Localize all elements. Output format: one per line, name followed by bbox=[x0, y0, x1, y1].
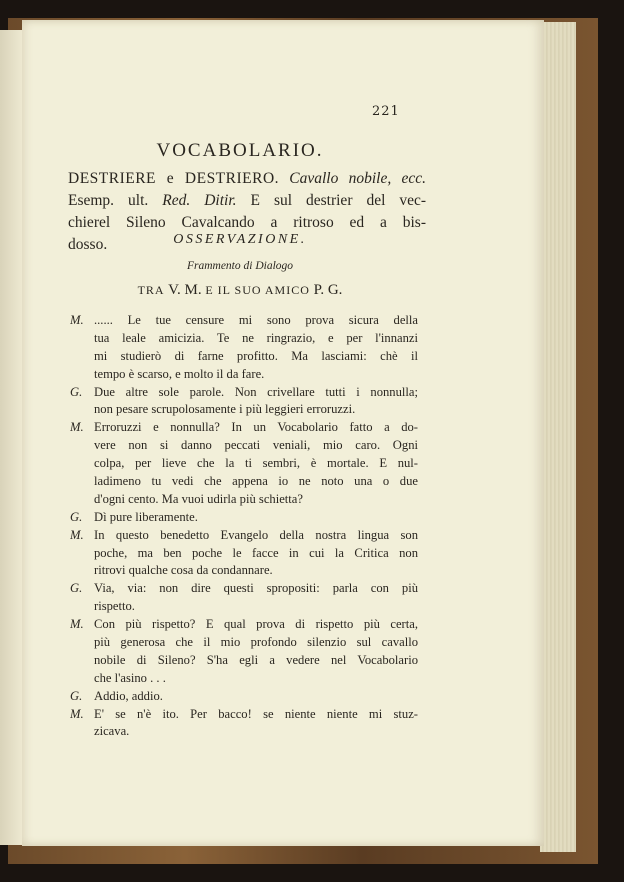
speaker-label: M. bbox=[70, 617, 84, 632]
dialogue-turn bbox=[70, 384, 418, 420]
dialogue-text: vere non si danno peccati veniali, mio caro. Ogni bbox=[94, 438, 418, 453]
dialogue-text: Dì pure liberamente. bbox=[94, 509, 198, 524]
dialogue-line bbox=[70, 580, 418, 598]
dialogue-text: zicava. bbox=[94, 724, 130, 739]
dialogue-text: rispetto. bbox=[94, 599, 135, 614]
dialogue-line bbox=[70, 634, 418, 652]
speaker-label: G. bbox=[70, 384, 83, 399]
dialogue-text: tempo è scarso, e molto il da fare. bbox=[94, 366, 265, 381]
dialogue-line bbox=[70, 598, 418, 616]
dialogue-text: nobile di Sileno? S'ha egli a vedere nel Vocabolario bbox=[94, 652, 418, 667]
dialogue-text: che l'asino . . . bbox=[94, 670, 166, 685]
entry-definition: Cavallo nobile, ecc. bbox=[289, 170, 426, 187]
dialogue-turn bbox=[70, 312, 418, 384]
dialogue-line bbox=[70, 509, 418, 527]
observation-title: OSSERVAZIONE. bbox=[173, 232, 307, 247]
dialogue-text: mi studierò di farne profitto. Ma lasciami: chè il bbox=[94, 348, 418, 363]
page-edges bbox=[540, 22, 576, 852]
section-title: VOCABOLARIO. bbox=[156, 140, 324, 161]
speaker-label: M. bbox=[70, 706, 84, 721]
speaker-label: G. bbox=[70, 509, 83, 524]
entry-quote-start: E sul destrier del vec- bbox=[250, 192, 426, 209]
dialogue-text: d'ogni cento. Ma vuoi udirla più schietta? bbox=[94, 491, 303, 506]
dialogue-text: poche, ma ben poche le facce in cui la Critica non bbox=[94, 545, 418, 560]
dialogue-text: non pesare scrupolosamente i più leggieri erroruzzi. bbox=[94, 402, 356, 417]
entry-line-4: dosso. bbox=[68, 236, 108, 253]
speaker-label: M. bbox=[70, 313, 84, 327]
dialogue-turn bbox=[70, 706, 418, 742]
dialogue-line bbox=[70, 366, 418, 384]
participants-tra: TRA bbox=[137, 283, 165, 297]
dialogue-line bbox=[70, 384, 418, 402]
dialogue-text: Via, via: non dire questi spropositi: parla con più bbox=[94, 581, 418, 596]
dialogue-text: colpa, per lieve che la ti sembri, è mortale. E nul- bbox=[94, 456, 418, 471]
dialogue-text: Addio, addio. bbox=[94, 688, 163, 703]
dialogue-line bbox=[70, 527, 418, 545]
dialogue-text: ladimeno tu vedi che appena io ne noto una o due bbox=[94, 474, 418, 489]
dialogue-line bbox=[70, 330, 418, 348]
entry-line-3: chierel Sileno Cavalcando a ritroso ed a bis- bbox=[68, 214, 426, 231]
speaker-label: G. bbox=[70, 581, 83, 596]
dialogue-turn bbox=[70, 616, 418, 688]
dialogue-line bbox=[70, 723, 418, 741]
dialogue-participants bbox=[22, 282, 458, 299]
dialogue-line bbox=[70, 455, 418, 473]
dialogue-line bbox=[70, 545, 418, 563]
dialogue-line bbox=[70, 437, 418, 455]
dialogue-text: In questo benedetto Evangelo della nostra lingua son bbox=[94, 527, 418, 542]
dialogue-turn bbox=[70, 688, 418, 706]
dialogue-text: Due altre sole parole. Non crivellare tutti i nonnulla; bbox=[94, 384, 418, 399]
speaker-label: M. bbox=[70, 527, 84, 542]
entry-headword: DESTRIERE e DESTRIERO. bbox=[68, 170, 280, 187]
participant-pg: P. G. bbox=[313, 282, 343, 298]
speaker-label: M. bbox=[70, 420, 84, 435]
dialogue-line bbox=[70, 491, 418, 509]
book-page bbox=[22, 20, 544, 846]
participants-mid: E IL SUO AMICO bbox=[205, 283, 310, 297]
dialogue-line bbox=[70, 670, 418, 688]
dialogue-text: più generosa che il mio profondo silenzio sul cavallo bbox=[94, 635, 418, 650]
page-number: 221 bbox=[372, 104, 400, 119]
dialogue-line bbox=[70, 616, 418, 634]
dialogue-text: ritrovi qualche cosa da condannare. bbox=[94, 563, 273, 578]
fragment-title: Frammento di Dialogo bbox=[186, 260, 294, 272]
dialogue-line bbox=[70, 312, 418, 330]
dialogue bbox=[70, 312, 418, 741]
entry-line-2 bbox=[68, 190, 426, 212]
dialogue-turn bbox=[70, 419, 418, 508]
participant-vm: V. M. bbox=[168, 282, 202, 298]
dialogue-line bbox=[70, 562, 418, 580]
entry-example-label: Esemp. ult. bbox=[68, 192, 149, 209]
entry-source: Red. Ditir. bbox=[162, 192, 237, 209]
dialogue-line bbox=[70, 652, 418, 670]
dialogue-line bbox=[70, 348, 418, 366]
entry-line-1 bbox=[68, 168, 426, 190]
dialogue-turn bbox=[70, 527, 418, 581]
dialogue-text: ...... Le tue censure mi sono prova sicura della bbox=[94, 313, 418, 327]
dialogue-line bbox=[70, 706, 418, 724]
dialogue-text: Erroruzzi e nonnulla? In un Vocabolario fatto a do- bbox=[94, 420, 418, 435]
dialogue-text: Con più rispetto? E qual prova di rispetto più certa, bbox=[94, 617, 418, 632]
dialogue-line bbox=[70, 401, 418, 419]
dialogue-line bbox=[70, 419, 418, 437]
dialogue-line bbox=[70, 473, 418, 491]
dialogue-turn bbox=[70, 580, 418, 616]
dialogue-line bbox=[70, 688, 418, 706]
speaker-label: G. bbox=[70, 688, 83, 703]
dialogue-turn bbox=[70, 509, 418, 527]
dialogue-text: E' se n'è ito. Per bacco! se niente niente mi stuz- bbox=[94, 706, 418, 721]
dialogue-text: tua leale amicizia. Te ne ringrazio, e per l'innanzi bbox=[94, 330, 418, 345]
